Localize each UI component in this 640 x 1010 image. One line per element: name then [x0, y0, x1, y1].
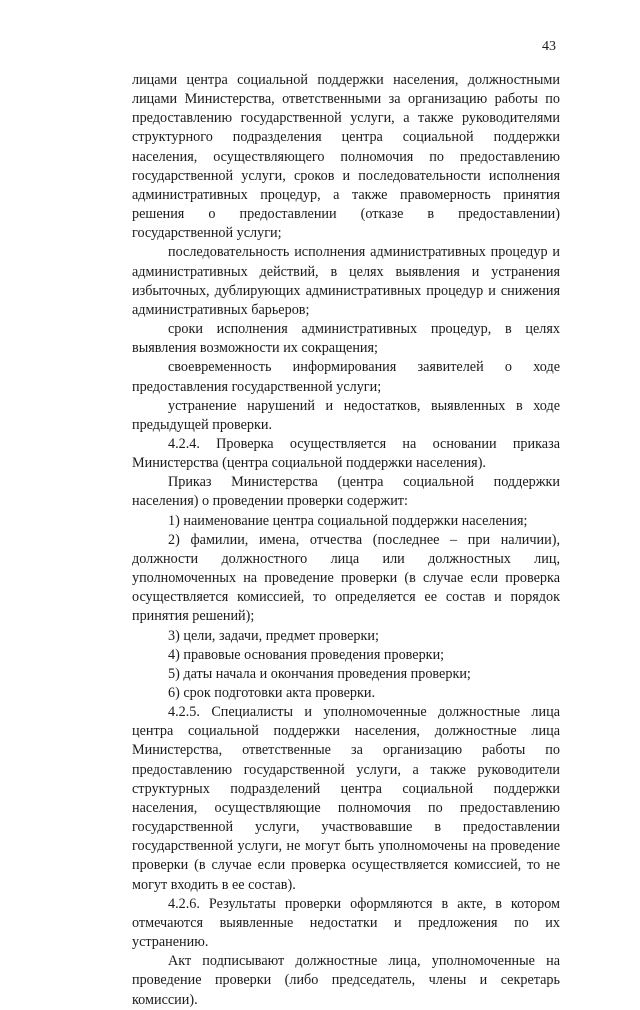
paragraph-4-2-5: 4.2.5. Специалисты и уполномоченные должностные лица центра социальной поддержки населения, должностные лица Министерства, ответственные за организацию работы по предоставлению государственной услуги, а также руководители структурных подразделений центра социальной поддержки населения, осуществляющие полномочия по предоставлению государственной услуги, участвовавшие в предоставлении государственной услуги, не могут быть уполномочены на проведение проверки (в случае если проверка осуществляется комиссией, то не могут входить в ее состав).: [132, 704, 560, 893]
document-body: [132, 71, 560, 1010]
paragraph-4-2-6: 4.2.6. Результаты проверки оформляются в акте, в котором отмечаются выявленные недостатки и предложения по их устранению.: [132, 895, 560, 951]
list-item-1: 1) наименование центра социальной поддержки населения;: [168, 512, 528, 529]
list-item-3: 3) цели, задачи, предмет проверки;: [168, 627, 379, 644]
paragraph-act: Акт подписывают должностные лица, уполномоченные на проведение проверки (либо председатель, члены и секретарь комиссии).: [132, 953, 560, 1008]
paragraph-sequence: последовательность исполнения административных процедур и административных действий, в целях выявления и устранения избыточных, дублирующих административных процедур и снижения административных барьеров;: [132, 244, 560, 318]
list-item-2: 2) фамилии, имена, отчества (последнее – при наличии), должности должностного лица или должностных лиц, уполномоченных на проведение проверки (в случае если проверка осуществляется комиссией, то определяется ее состав и порядок принятия решений);: [132, 531, 560, 625]
page-number: 43: [542, 39, 556, 54]
paragraph-continuation: лицами центра социальной поддержки населения, должностными лицами Министерства, ответственными за организацию работы по предоставлению государственной услуги, а также руководителями структурного подразделения центра социальной поддержки населения, осуществляющего полномочия по предоставлению государственной услуги, сроков и последовательности исполнения административных процедур, а также правомерность принятия решения о предоставлении (отказе в предоставлении) государственной услуги;: [132, 72, 560, 242]
paragraph-4-2-4: 4.2.4. Проверка осуществляется на основании приказа Министерства (центра социальной поддержки населения).: [132, 435, 560, 472]
paragraph-order: Приказ Министерства (центра социальной поддержки населения) о проведении проверки содержит:: [132, 474, 560, 510]
list-item-6: 6) срок подготовки акта проверки.: [168, 685, 376, 701]
list-item-5: 5) даты начала и окончания проведения проверки;: [168, 665, 471, 682]
list-item-4: 4) правовые основания проведения проверки;: [168, 646, 445, 663]
paragraph-informing: своевременность информирования заявителей о ходе предоставления государственной услуги;: [132, 359, 560, 395]
paragraph-deadlines: сроки исполнения административных процедур, в целях выявления возможности их сокращения;: [132, 321, 560, 357]
paragraph-violations: устранение нарушений и недостатков, выявленных в ходе предыдущей проверки.: [132, 397, 560, 433]
